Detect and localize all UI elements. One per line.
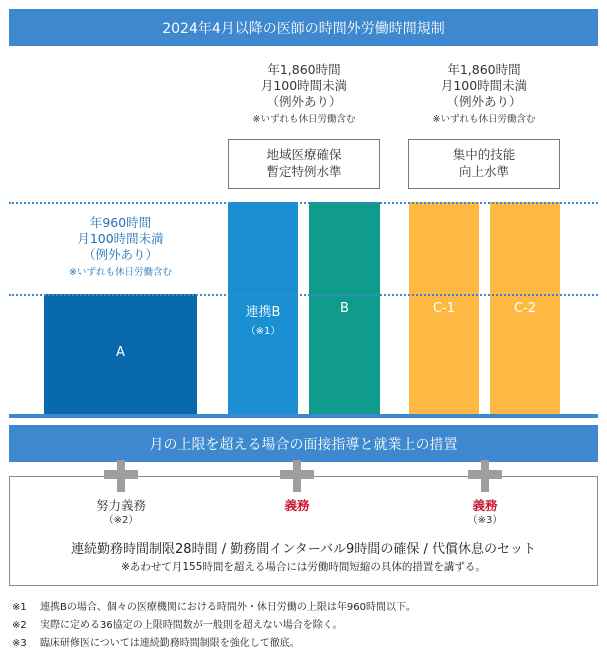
bar-c2-label: C-2 — [513, 301, 537, 316]
page-title: 2024年4月以降の医師の時間外労働時間規制 — [162, 20, 445, 37]
footnote-3-text: 臨床研修医については連続勤務時間制限を強化して徹底。 — [40, 638, 300, 649]
obligation-c-note: （※3） — [467, 515, 503, 526]
chart-baseline — [9, 414, 598, 418]
work-rule-note: ※あわせて月155時間を超える場合には労働時間短縮の具体的措置を講ずる。 — [121, 561, 486, 573]
obligation-c-label: 義務 — [472, 498, 498, 513]
footnote-2-text: 実際に定める36協定の上限時間数が一般則を超えない場合を除く。 — [40, 620, 343, 631]
tag-intensive-skill — [408, 139, 560, 189]
limit-c-note: ※いずれも休日労働含む — [432, 114, 536, 125]
plus-icon — [286, 460, 308, 492]
bar-c1-label: C-1 — [432, 301, 456, 316]
tag-c-line2: 向上水準 — [458, 164, 509, 179]
limit-b-monthly: 月100時間未満 — [260, 78, 348, 93]
bar-b — [309, 202, 380, 414]
bar-b-label: B — [340, 301, 349, 316]
tag-b-line1: 地域医療確保 — [266, 147, 342, 162]
limit-c-exception: （例外あり） — [446, 94, 522, 109]
limit-c-monthly: 月100時間未満 — [440, 78, 528, 93]
limit-label-c — [408, 62, 560, 127]
footnote-3 — [12, 634, 300, 649]
footnote-2 — [12, 616, 343, 631]
limit-a-annual: 年960時間 — [89, 215, 152, 230]
bar-a-label: A — [116, 345, 125, 360]
tag-b-line2: 暫定特例水準 — [266, 164, 342, 179]
footnote-3-mark: ※3 — [12, 638, 27, 649]
obligation-a-note: （※2） — [103, 515, 139, 526]
obligation-a — [61, 498, 181, 528]
bar-renkei-b-label: 連携B — [245, 305, 281, 320]
bar-c1 — [409, 202, 479, 414]
limit-c-annual: 年1,860時間 — [447, 62, 521, 77]
limit-label-a — [44, 215, 197, 280]
title-banner — [9, 9, 598, 46]
footnote-1-text: 連携Bの場合、個々の医療機関における時間外・休日労働の上限は年960時間以下。 — [40, 602, 416, 613]
work-rule-text: 連続勤務時間制限28時間 / 勤務間インターバル9時間の確保 / 代償休息のセット — [71, 542, 536, 557]
obligation-b-label: 義務 — [284, 498, 310, 513]
bar-c2 — [490, 202, 560, 414]
limit-a-monthly: 月100時間未満 — [77, 231, 164, 246]
limit-b-annual: 年1,860時間 — [267, 62, 341, 77]
obligation-b — [237, 498, 357, 514]
limit-b-note: ※いずれも休日労働含む — [252, 114, 356, 125]
tag-c-line1: 集中的技能 — [452, 147, 516, 162]
obligation-c — [425, 498, 545, 528]
dotted-line-lower — [9, 294, 598, 296]
section-banner — [9, 425, 598, 462]
limit-label-b — [228, 62, 380, 127]
footnote-1 — [12, 598, 416, 613]
footnote-2-mark: ※2 — [12, 620, 27, 631]
limit-b-exception: （例外あり） — [266, 94, 342, 109]
plus-icon — [110, 460, 132, 492]
tag-regional-provisional — [228, 139, 380, 189]
plus-icon — [474, 460, 496, 492]
bar-renkei-b-note: （※1） — [245, 326, 281, 337]
footnote-1-mark: ※1 — [12, 602, 27, 613]
bar-renkei-b — [228, 202, 298, 414]
obligation-a-label: 努力義務 — [95, 498, 146, 513]
limit-a-note: ※いずれも休日労働含む — [69, 267, 172, 278]
limit-a-exception: （例外あり） — [82, 247, 158, 262]
bar-a — [44, 294, 197, 414]
section-title: 月の上限を超える場合の面接指導と就業上の措置 — [149, 436, 458, 453]
dotted-line-upper — [9, 202, 598, 204]
